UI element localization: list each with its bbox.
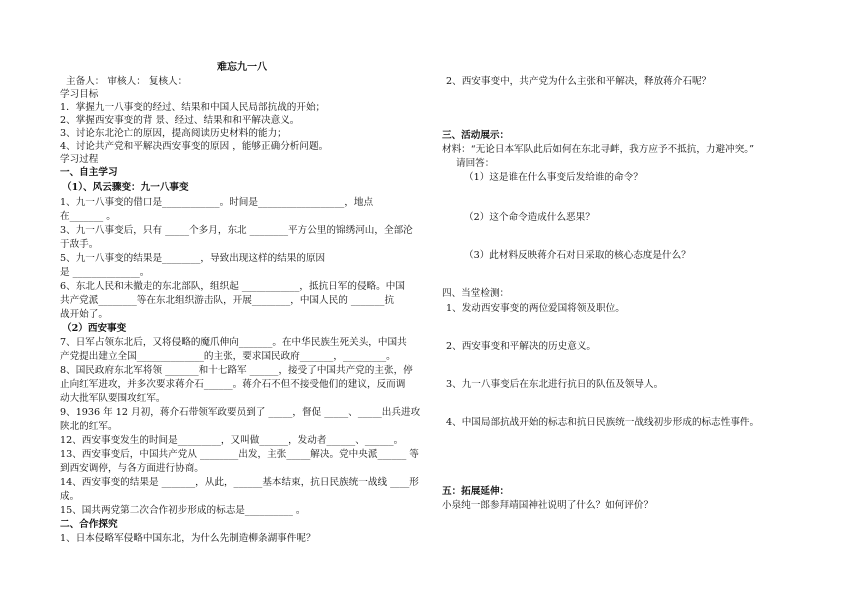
section-heading: 二、合作探究 — [60, 519, 118, 530]
check-item: 1、发动西安事变的两位爱国将领及职位。 — [446, 303, 625, 314]
question-line: 12、西安事变发生的时间是_________，又叫做______，发动者______、______。 — [60, 435, 404, 446]
sub-question: （2）这个命令造成什么恶果？ — [464, 212, 595, 223]
process-header: 学习过程 — [60, 154, 99, 165]
section-heading: 五：拓展延伸： — [442, 486, 510, 497]
goal-item: 1．掌握九一八事变的经过、结果和中国人民局部抗战的开始； — [60, 102, 326, 113]
subsection-heading: （1）、风云骤变：九一八事变 — [62, 182, 189, 193]
page-title: 难忘九一八 — [217, 62, 267, 73]
answer-prompt: 请回答： — [456, 158, 495, 169]
question-line: 6、东北人民和未撤走的东北部队，组织起 ____________，抵抗日军的侵略。中国 — [60, 281, 405, 292]
question-line: 共产党派________等在东北组织游击队，开展________，中国人民的 _______抗 — [60, 295, 395, 306]
question-line: 9、1936 年 12 月初，蒋介石带领军政要员到了 _____，督促 _____、_____出兵进攻 — [60, 407, 421, 418]
question-line: 于敌手。 — [60, 239, 99, 250]
material-quote: 材料：“无论日本军队此后如何在东北寻衅，我方应予不抵抗，力避冲突。” — [442, 144, 755, 155]
section-heading: 四、当堂检测： — [442, 288, 510, 299]
subsection-heading: （2）西安事变 — [62, 323, 127, 334]
question-line: 13、西安事变后，中国共产党从 ________出发，主张_____解决。党中央派______ 等 — [60, 449, 419, 460]
question-line: 2、西安事变中，共产党为什么主张和平解决，释放蒋介石呢？ — [446, 76, 712, 87]
question-line: 15、国共两党第二次合作初步形成的标志是__________ 。 — [60, 505, 306, 516]
question-line: 陕北的红军。 — [60, 421, 118, 432]
question-line: 14、西安事变的结果是 _______，从此，______基本结束，抗日民族统一战线 ____形 — [60, 477, 419, 488]
goals-header: 学习目标 — [60, 89, 99, 100]
question-line: 到西安调停，与各方面进行协商。 — [60, 463, 204, 474]
extension-question: 小泉纯一郎参拜靖国神社说明了什么？如何评价？ — [442, 500, 654, 511]
check-item: 3、九一八事变后在东北进行抗日的队伍及领导人。 — [446, 379, 664, 390]
roles-line: 主备人： 审核人： 复核人： — [66, 76, 188, 87]
sub-question: （3）此材料反映蒋介石对日采取的核心态度是什么？ — [464, 250, 691, 261]
section-heading: 三、活动展示： — [442, 130, 510, 141]
right-column — [430, 0, 860, 607]
question-line: 动大批军队要围攻红军。 — [60, 393, 166, 404]
question-line: 成。 — [60, 491, 80, 502]
goal-item: 3、讨论东北沦亡的原因，提高阅读历史材料的能力； — [60, 128, 287, 139]
question-line: 在_______ 。 — [60, 211, 116, 222]
question-line: 是 ______________。 — [60, 267, 150, 278]
question-line: 5、九一八事变的结果是________，导致出现这样的结果的原因 — [60, 253, 326, 264]
check-item: 2、西安事变和平解决的历史意义。 — [446, 341, 597, 352]
question-line: 7、日军占领东北后，又将侵略的魔爪伸向_______。在中华民族生死关头，中国共 — [60, 337, 407, 348]
question-line: 战开始了。 — [60, 309, 108, 320]
goal-item: 2、掌握西安事变的背 景、经过、结果和和平解决意义。 — [60, 115, 300, 126]
sub-question: （1）这是谁在什么事变后发给谁的命令？ — [464, 172, 643, 183]
question-line: 1、日本侵略军侵略中国东北，为什么先制造柳条湖事件呢？ — [60, 533, 316, 544]
check-item: 4、中国局部抗战开始的标志和抗日民族统一战线初步形成的标志性事件。 — [446, 417, 760, 428]
goal-item: 4、讨论共产党和平解决西安事变的原因 ，能够正确分析问题。 — [60, 141, 329, 152]
question-line: 产党提出建立全国______________的主张，要求国民政府_______，_________。 — [60, 351, 396, 362]
question-line: 1、九一八事变的借口是____________。时间是__________________，地点 — [60, 197, 374, 208]
section-heading: 一、自主学习 — [60, 167, 118, 178]
question-line: 3、九一八事变后，只有 _____个多月，东北 ________平方公里的锦绣河山，全部沦 — [60, 225, 413, 236]
question-line: 止向红军进攻，并多次要求蒋介石______。蒋介石不但不接受他们的建议，反而调 — [60, 379, 406, 390]
question-line: 8、国民政府东北军将领 _______和十七路军 ______，接受了中国共产党的主张，停 — [60, 365, 413, 376]
